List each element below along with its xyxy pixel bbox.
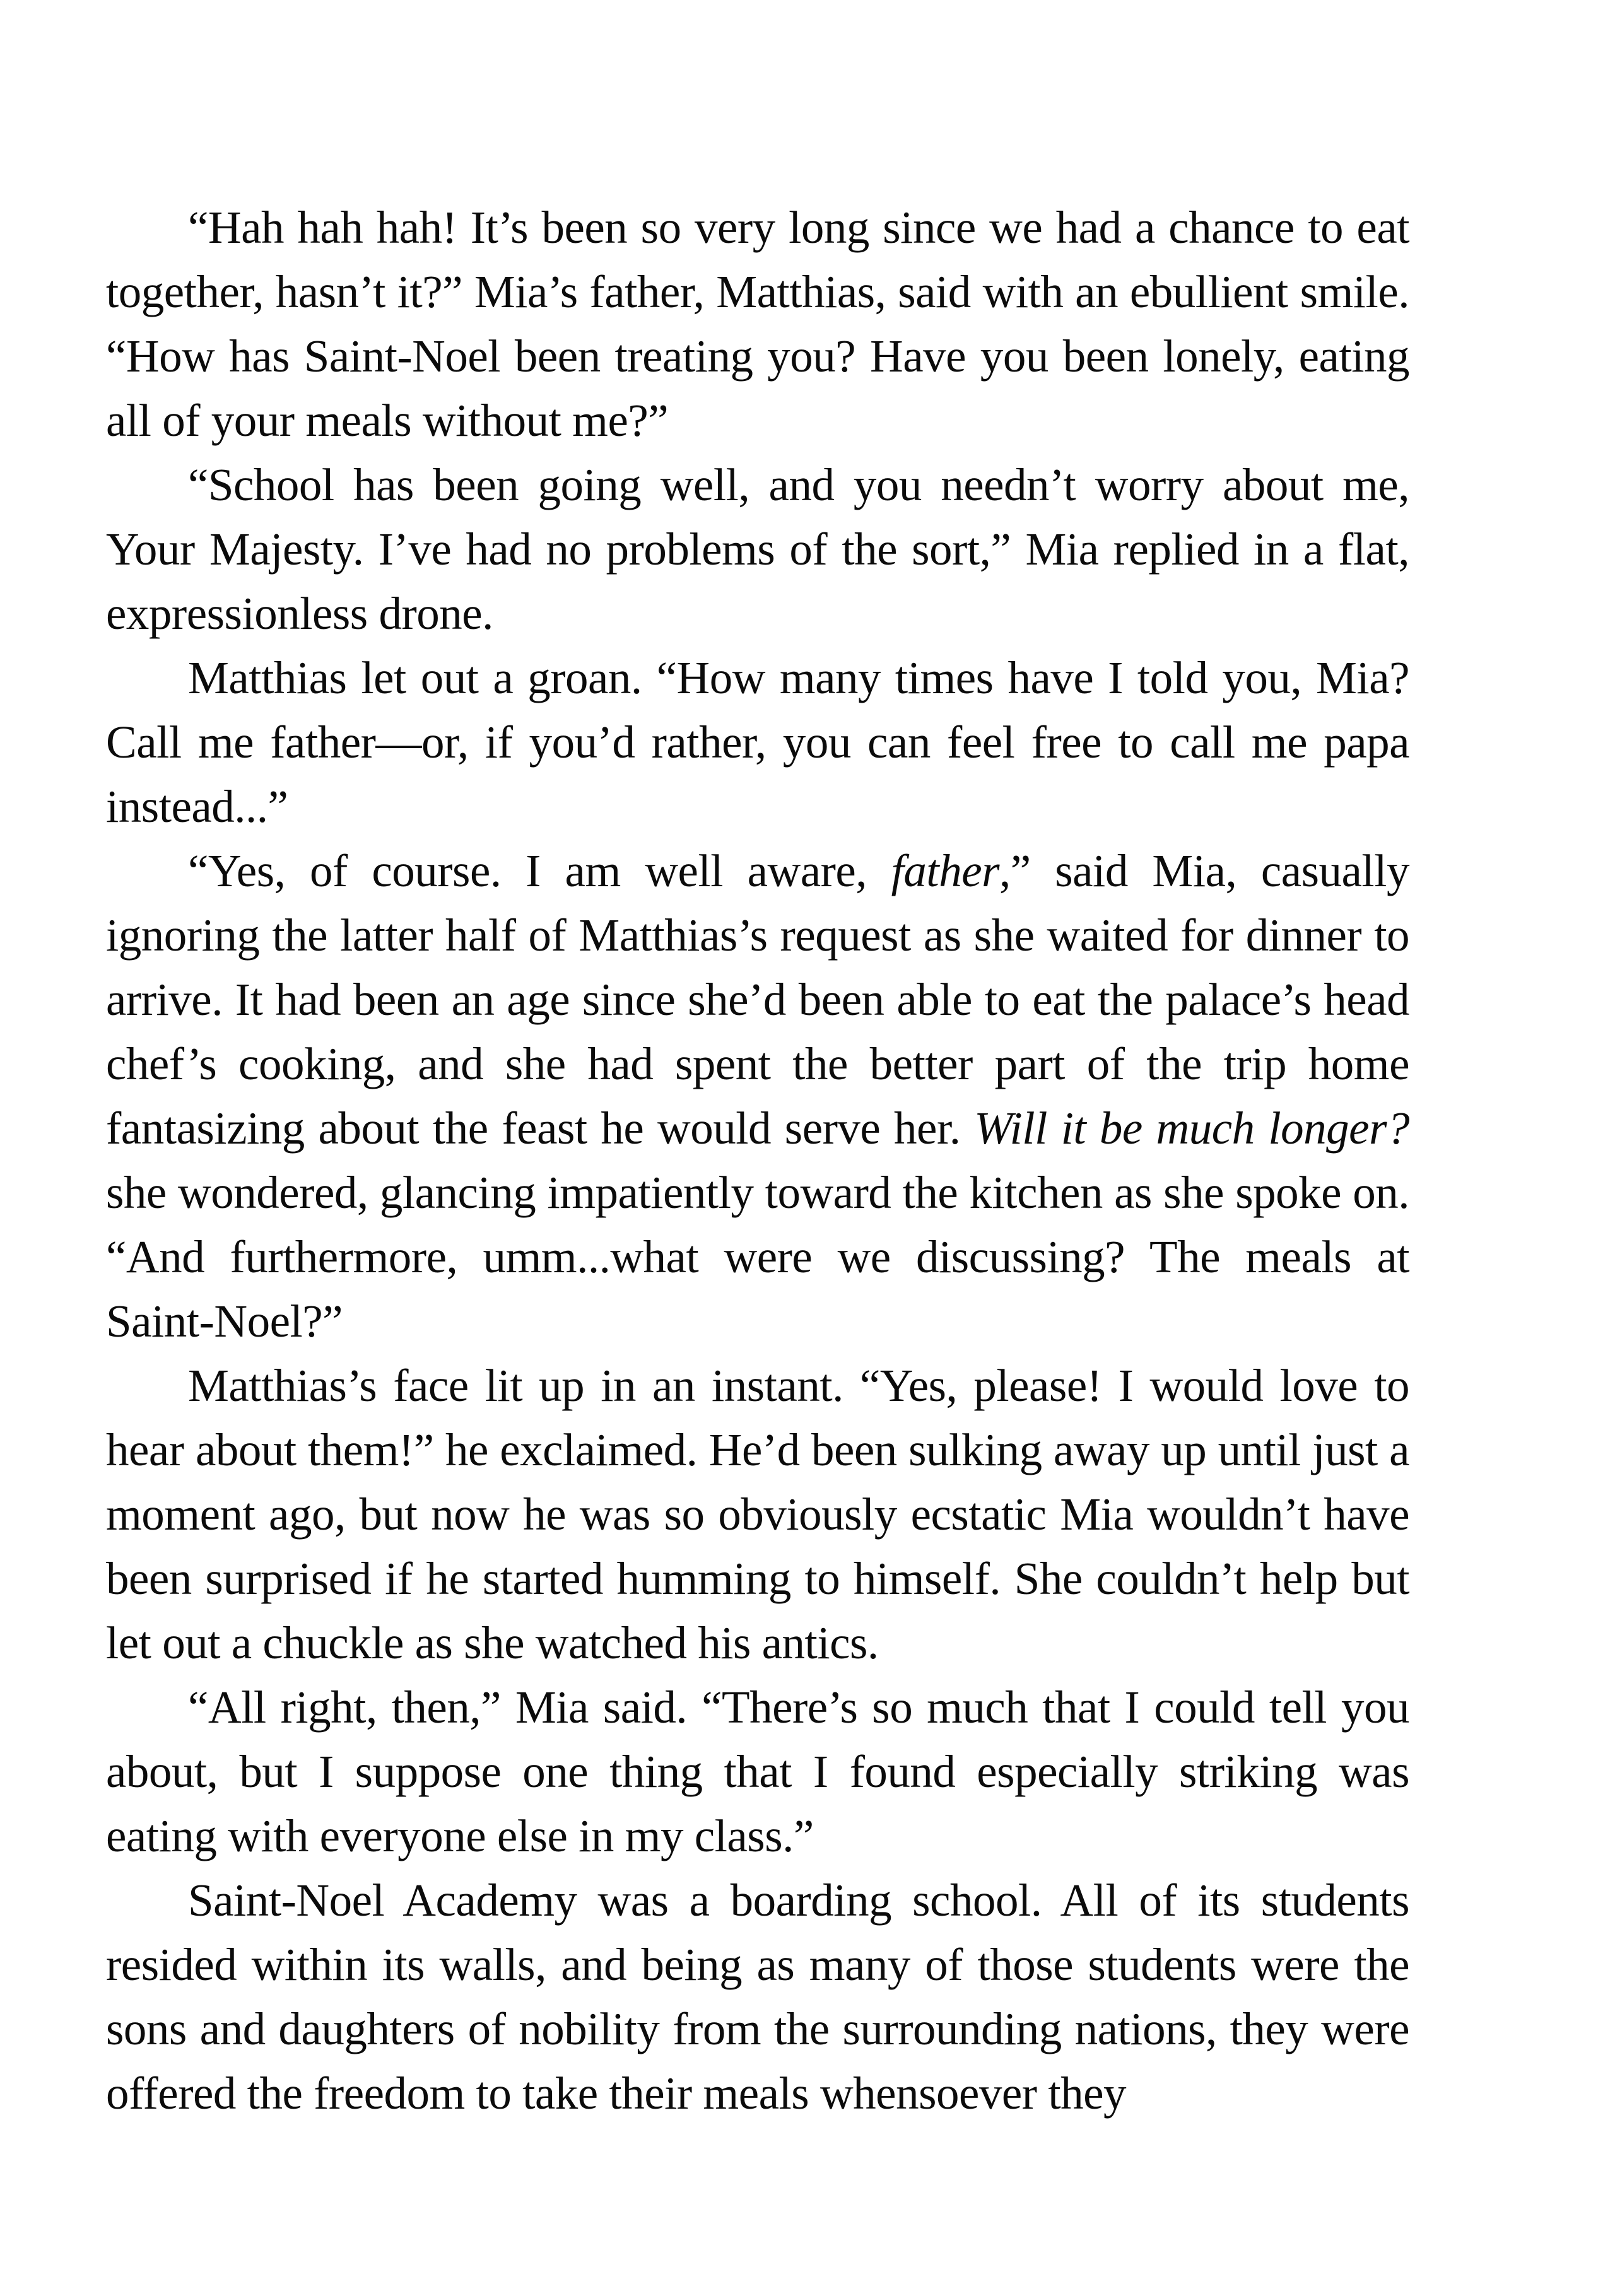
text-run: Matthias’s face lit up in an instant. “Yes, please! I would love to hear about them!” he exclaimed. He’d been sulking away up until just a moment ago, but now he was so obviously ecstatic Mia wouldn’t have been surprised if he started humming to himself. She couldn’t help but let out a chuckle as she watched his antics.	[106, 1360, 1409, 1668]
page-text	[106, 196, 1409, 2126]
text-run-italic: Will it be much longer?	[974, 1103, 1409, 1154]
text-run: ,” said Mia, casually ignoring the latter half of Matthias’s request as she waited for dinner to arrive. It had been an age since she’d been able to eat the palace’s head chef’s cooking, and she had spent the better part of the trip home fantasizing about the feast he would serve her.	[106, 845, 1409, 1154]
paragraph-7	[106, 1868, 1409, 2126]
text-run-italic: father	[891, 845, 1000, 896]
text-run: Saint-Noel Academy was a boarding school. All of its students resided within its walls, and being as many of those students were the sons and daughters of nobility from the surrounding nations, they were offered the freedom to take their meals whensoever they	[106, 1875, 1409, 2119]
paragraph-1	[106, 196, 1409, 453]
text-run: she wondered, glancing impatiently toward the kitchen as she spoke on. “And furthermore, umm...what were we discussing? The meals at Saint-Noel?”	[106, 1167, 1409, 1347]
paragraph-5	[106, 1354, 1409, 1675]
paragraph-2	[106, 453, 1409, 646]
text-run: “All right, then,” Mia said. “There’s so much that I could tell you about, but I suppose one thing that I found especially striking was eating with everyone else in my class.”	[106, 1682, 1409, 1861]
text-run: “School has been going well, and you needn’t worry about me, Your Majesty. I’ve had no problems of the sort,” Mia replied in a flat, expressionless drone.	[106, 459, 1409, 639]
text-run: Matthias let out a groan. “How many times have I told you, Mia? Call me father—or, if you’d rather, you can feel free to call me papa instead...”	[106, 652, 1409, 832]
text-run: “Yes, of course. I am well aware,	[188, 845, 891, 896]
paragraph-6	[106, 1675, 1409, 1868]
paragraph-4	[106, 839, 1409, 1354]
text-run: “Hah hah hah! It’s been so very long since we had a chance to eat together, hasn’t it?” Mia’s father, Matthias, said with an ebullient smile. “How has Saint-Noel been treating you? Have you been lonely, eating all of your meals without me?”	[106, 202, 1409, 446]
paragraph-3	[106, 646, 1409, 839]
